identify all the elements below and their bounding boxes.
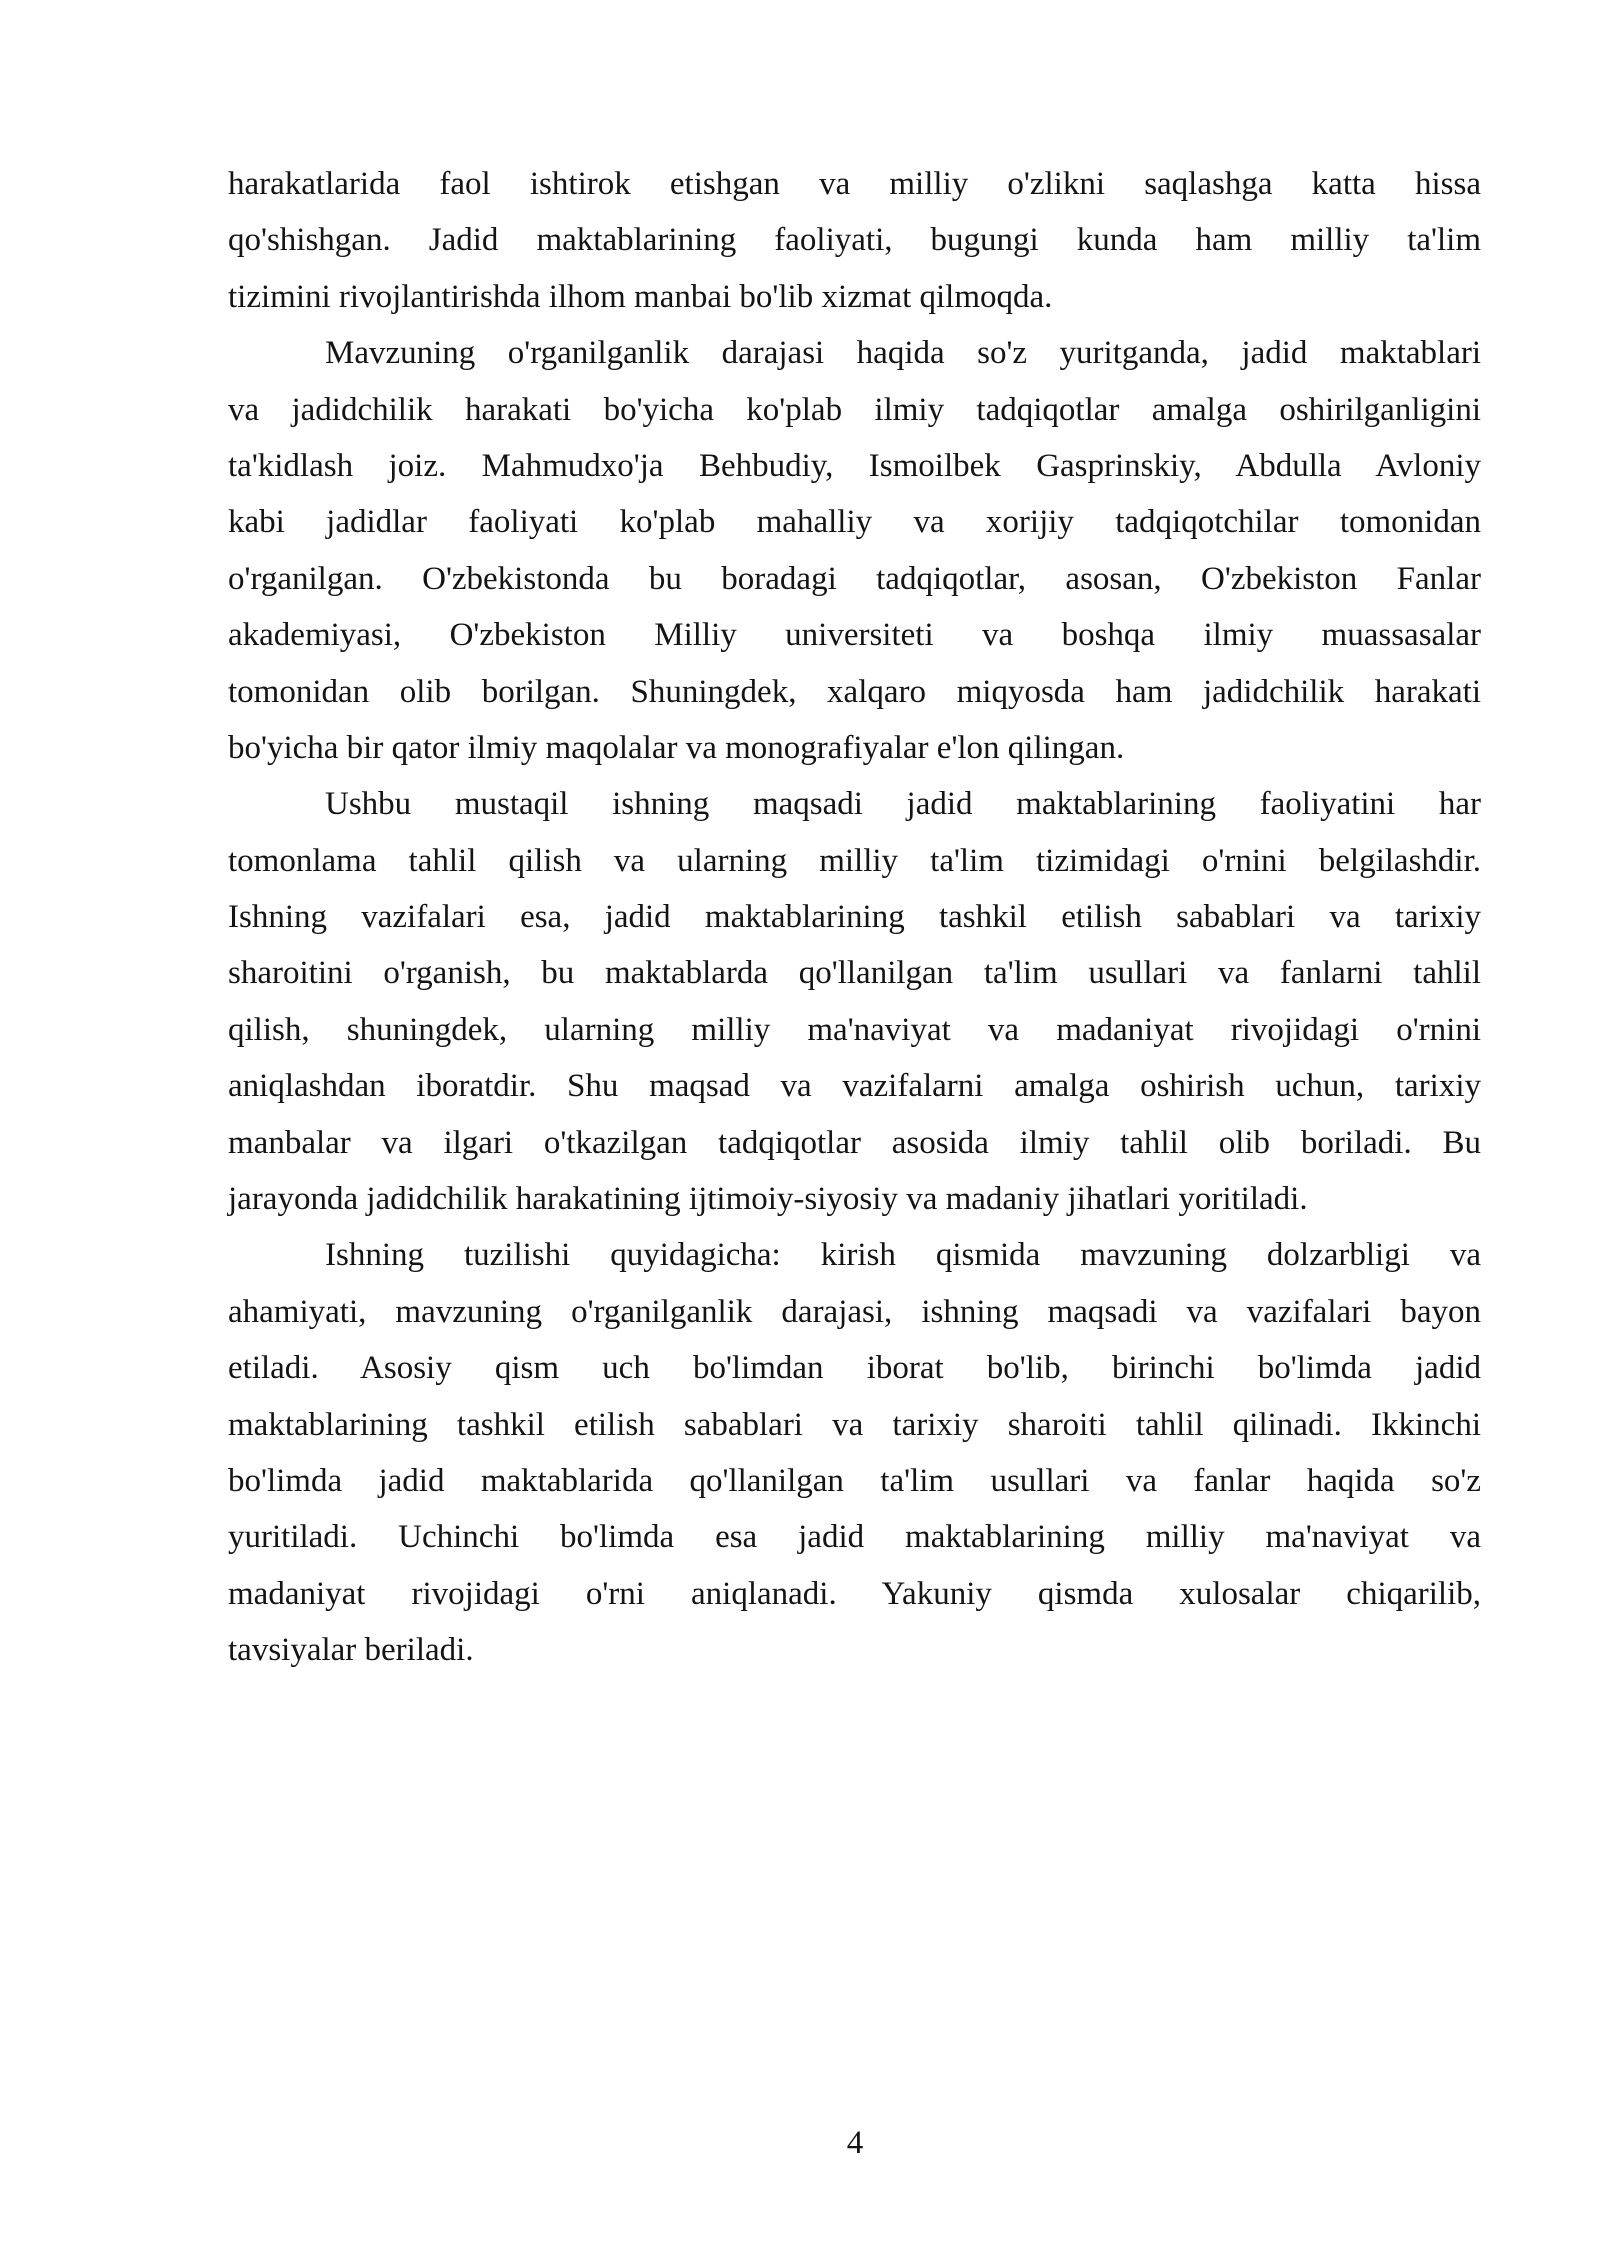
- text-line: ta'kidlash joiz. Mahmudxo'ja Behbudiy, Ismoilbek Gasprinskiy, Abdulla Avloniy: [228, 447, 1481, 484]
- text-line: yuritiladi. Uchinchi bo'limda esa jadid maktablarining milliy ma'naviyat va: [228, 1519, 1481, 1556]
- page-number: 4: [846, 2125, 864, 2161]
- text-line: Ushbu mustaqil ishning maqsadi jadid maktablarining faoliyatini har: [325, 786, 1481, 823]
- text-line: qo'shishgan. Jadid maktablarining faoliyati, bugungi kunda ham milliy ta'lim: [228, 222, 1481, 259]
- text-line: qilish, shuningdek, ularning milliy ma'naviyat va madaniyat rivojidagi o'rnini: [228, 1011, 1481, 1048]
- text-line: tomonidan olib borilgan. Shuningdek, xalqaro miqyosda ham jadidchilik harakati: [228, 673, 1481, 710]
- text-line: madaniyat rivojidagi o'rni aniqlanadi. Yakuniy qismda xulosalar chiqarilib,: [228, 1575, 1481, 1612]
- text-line: Mavzuning o'rganilganlik darajasi haqida so'z yuritganda, jadid maktablari: [325, 335, 1481, 372]
- text-line: bo'yicha bir qator ilmiy maqolalar va monografiyalar e'lon qilingan.: [228, 729, 1125, 766]
- text-line: ahamiyati, mavzuning o'rganilganlik darajasi, ishning maqsadi va vazifalari bayon: [228, 1293, 1481, 1330]
- text-line: etiladi. Asosiy qism uch bo'limdan iborat bo'lib, birinchi bo'limda jadid: [228, 1350, 1481, 1387]
- text-line: akademiyasi, O'zbekiston Milliy universiteti va boshqa ilmiy muassasalar: [228, 617, 1481, 654]
- text-line: harakatlarida faol ishtirok etishgan va milliy o'zlikni saqlashga katta hissa: [228, 166, 1481, 202]
- text-line: aniqlashdan iboratdir. Shu maqsad va vazifalarni amalga oshirish uchun, tarixiy: [228, 1068, 1481, 1105]
- body-text: [228, 156, 1481, 1679]
- text-line: jarayonda jadidchilik harakatining ijtimoiy-siyosiy va madaniy jihatlari yoritiladi.: [228, 1181, 1308, 1218]
- text-line: va jadidchilik harakati bo'yicha ko'plab ilmiy tadqiqotlar amalga oshirilganligini: [228, 391, 1481, 428]
- paragraph-3: [228, 776, 1481, 1227]
- text-line: tavsiyalar beriladi.: [228, 1632, 474, 1669]
- text-line: maktablarining tashkil etilish sabablari va tarixiy sharoiti tahlil qilinadi. Ikkinchi: [228, 1406, 1481, 1443]
- paragraph-1: [228, 156, 1481, 325]
- paragraph-2: [228, 325, 1481, 776]
- text-line: tomonlama tahlil qilish va ularning milliy ta'lim tizimidagi o'rnini belgilashdir.: [228, 842, 1481, 879]
- paragraph-4: [228, 1227, 1481, 1678]
- text-line: Ishning vazifalari esa, jadid maktablarining tashkil etilish sabablari va tarixiy: [228, 899, 1481, 936]
- text-line: manbalar va ilgari o'tkazilgan tadqiqotlar asosida ilmiy tahlil olib boriladi. Bu: [228, 1124, 1481, 1161]
- text-line: tizimini rivojlantirishda ilhom manbai bo'lib xizmat qilmoqda.: [228, 278, 1053, 315]
- text-line: o'rganilgan. O'zbekistonda bu boradagi tadqiqotlar, asosan, O'zbekiston Fanlar: [228, 560, 1481, 597]
- text-line: sharoitini o'rganish, bu maktablarda qo'llanilgan ta'lim usullari va fanlarni tahlil: [228, 955, 1481, 992]
- text-line: Ishning tuzilishi quyidagicha: kirish qismida mavzuning dolzarbligi va: [325, 1237, 1481, 1274]
- text-line: kabi jadidlar faoliyati ko'plab mahalliy va xorijiy tadqiqotchilar tomonidan: [228, 504, 1481, 541]
- text-line: bo'limda jadid maktablarida qo'llanilgan ta'lim usullari va fanlar haqida so'z: [228, 1462, 1481, 1499]
